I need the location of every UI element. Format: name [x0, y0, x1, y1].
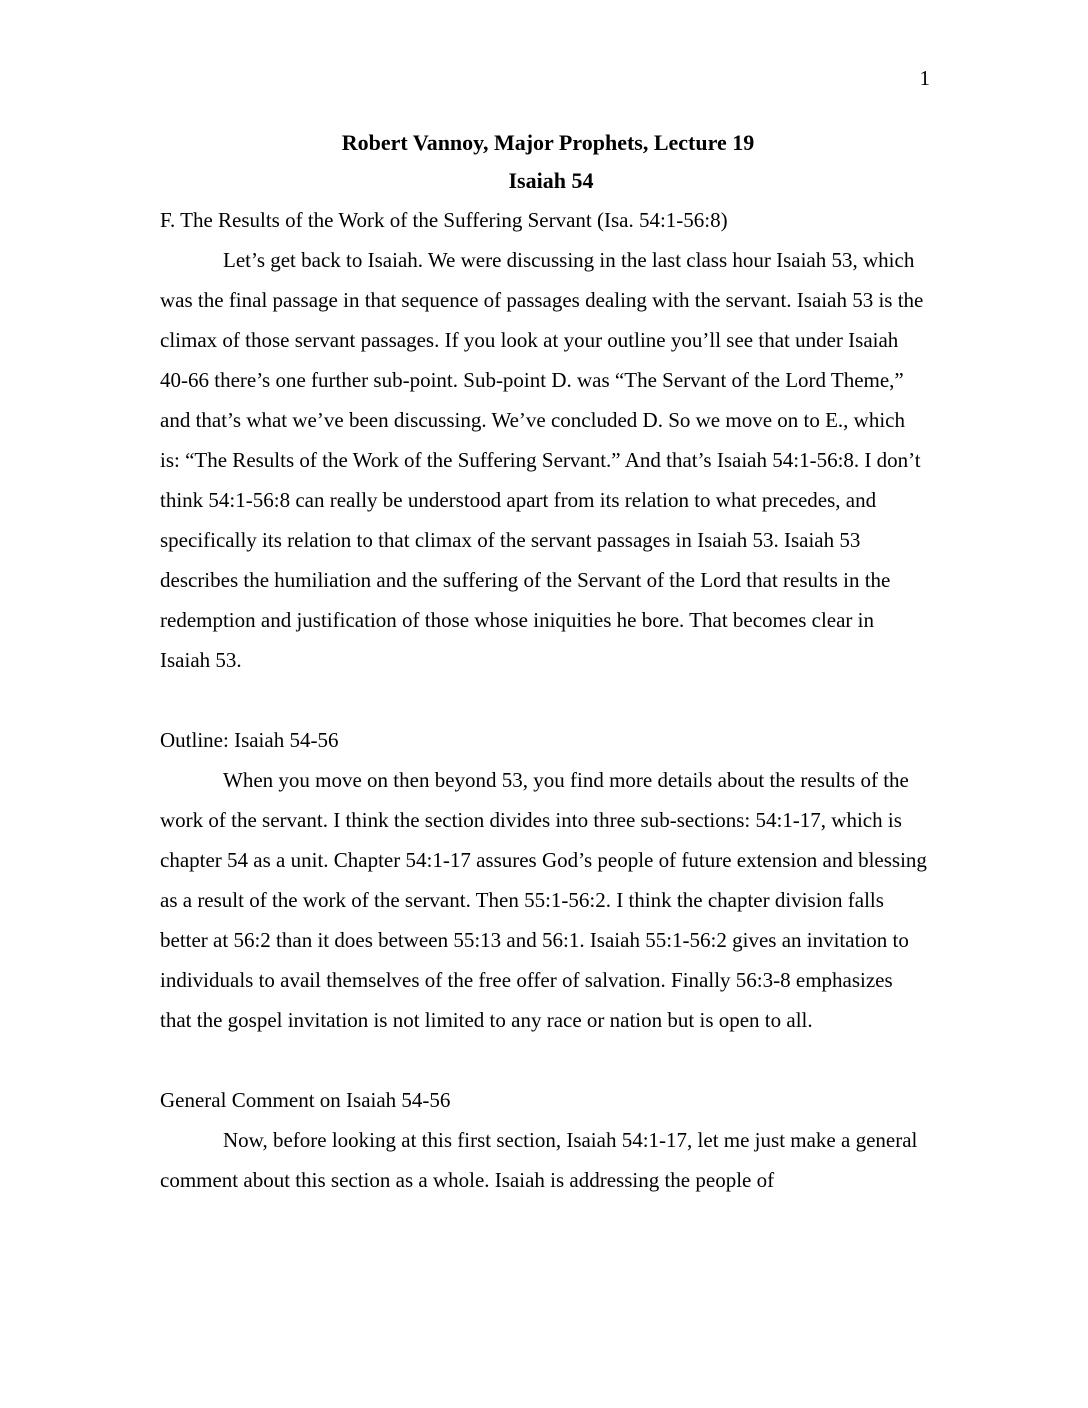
section-spacer — [160, 680, 928, 720]
document-title: Robert Vannoy, Major Prophets, Lecture 19 — [341, 130, 755, 155]
section-heading-outline: Outline: Isaiah 54-56 — [160, 728, 339, 752]
section-spacer — [160, 1040, 928, 1080]
section-heading-results: F. The Results of the Work of the Suffering Servant (Isa. 54:1-56:8) — [160, 208, 728, 232]
section-heading-general-comment: General Comment on Isaiah 54-56 — [160, 1088, 451, 1112]
document-body — [160, 128, 928, 1200]
paragraph-general-comment: Now, before looking at this first section, Isaiah 54:1-17, let me just make a general comment about this section as a whole. Isaiah is addressing the people of — [160, 1128, 918, 1192]
document-subtitle: Isaiah 54 — [508, 168, 594, 193]
page-number: 1 — [919, 66, 930, 90]
paragraph-outline: When you move on then beyond 53, you find more details about the results of the work of the servant. I think the section divides into three sub-sections: 54:1-17, which is chapter 54 as a unit. Chapter 54:1-17 assures God’s people of future extension and blessing as a result of the work of the servant. Then 55:1-56:2. I think the chapter division falls better at 56:2 than it does between 55:13 and 56:1. Isaiah 55:1-56:2 gives an invitation to individuals to avail themselves of the free offer of salvation. Finally 56:3-8 emphasizes that the gospel invitation is not limited to any race or nation but is open to all. — [160, 768, 927, 1032]
paragraph-results: Let’s get back to Isaiah. We were discussing in the last class hour Isaiah 53, which was the final passage in that sequence of passages dealing with the servant. Isaiah 53 is the climax of those servant passages. If you look at your outline you’ll see that under Isaiah 40-66 there’s one further sub-point. Sub-point D. was “The Servant of the Lord Theme,” and that’s what we’ve been discussing. We’ve concluded D. So we move on to E., which is: “The Results of the Work of the Suffering Servant.” And that’s Isaiah 54:1-56:8. I don’t think 54:1-56:8 can really be understood apart from its relation to what precedes, and specifically its relation to that climax of the servant passages in Isaiah 53. Isaiah 53 describes the humiliation and the suffering of the Servant of the Lord that results in the redemption and justification of those whose iniquities he bore. That becomes clear in Isaiah 53. — [160, 248, 924, 672]
